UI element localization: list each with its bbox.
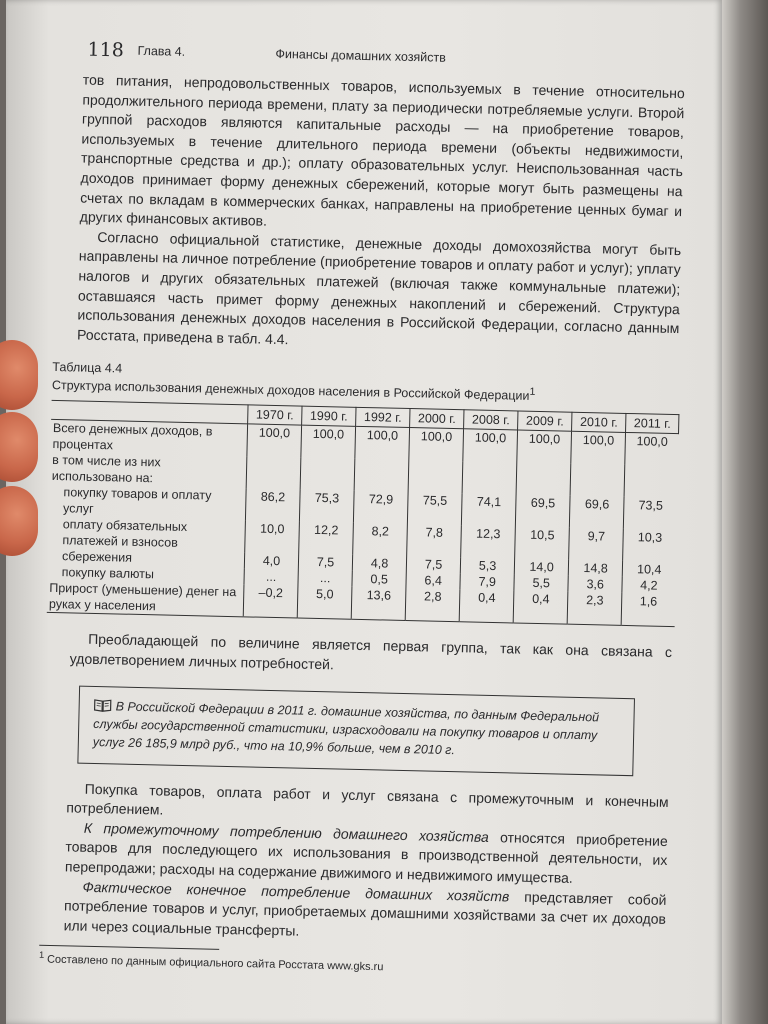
table-cell: 7,8 bbox=[407, 524, 462, 557]
table-cell: 14,8 bbox=[568, 560, 622, 577]
fingers bbox=[0, 340, 40, 570]
table-cell bbox=[354, 459, 409, 492]
row-label: Всего денежных доходов, в процентах bbox=[52, 421, 213, 453]
year-header: 2000 г. bbox=[410, 409, 464, 429]
table-cell: 4,8 bbox=[352, 555, 406, 572]
table-cell: 10,3 bbox=[623, 529, 676, 562]
year-header: 2008 г. bbox=[464, 410, 518, 430]
table-cell: 7,5 bbox=[406, 556, 460, 573]
table-cell: 1,6 bbox=[621, 593, 675, 627]
table-cell: 72,9 bbox=[353, 491, 408, 524]
table-cell: ... bbox=[244, 569, 298, 586]
year-header: 1990 г. bbox=[302, 407, 356, 427]
table-cell: 69,5 bbox=[515, 495, 570, 528]
table-cell: 0,5 bbox=[352, 571, 406, 588]
footnote-rule bbox=[39, 945, 219, 950]
table-cell: 10,5 bbox=[515, 527, 570, 560]
table-cell: 12,2 bbox=[299, 522, 354, 555]
row-label: оплату обязательных платежей и взносов bbox=[62, 517, 188, 551]
income-structure-table bbox=[47, 400, 680, 627]
table-cell bbox=[516, 463, 571, 496]
paragraph-1: тов питания, непродовольственных товаров, используемых в течение относительно продолжительного периода времени, плату за периодически потребляемые услуги. Второй группой расходов являются капитальные расходы — на приобретение товаров, используемых в течение длительного периода времени (объекты недвижимости, транспортные средства и др.); оплату образовательных услуг. Неиспользованная часть доходов принимает форму денежных сбережений, которые могут быть размещены на счетах по вкладам в коммерческих банках, направлены на приобретение ценных бумаг и других финансовых активов. bbox=[79, 71, 685, 229]
table-cell: 5,0 bbox=[297, 586, 352, 620]
row-label: в том числе из них использовано на: bbox=[51, 453, 161, 486]
year-header: 1970 г. bbox=[248, 405, 302, 425]
year-header: 2010 г. bbox=[572, 413, 626, 433]
table-cell: 100,0 bbox=[571, 432, 626, 466]
table-cell: 9,7 bbox=[569, 528, 624, 561]
table-cell: 7,9 bbox=[460, 574, 514, 591]
term-final-consumption: Фактическое конечное потребление домашних хозяйств bbox=[82, 878, 510, 905]
table-cell: 3,6 bbox=[568, 576, 622, 593]
table-cell: 100,0 bbox=[625, 433, 679, 467]
row-label: Прирост (уменьшение) денег на руках у населения bbox=[47, 580, 244, 617]
finger bbox=[0, 412, 38, 482]
table-cell: 100,0 bbox=[247, 424, 302, 458]
table-number: Таблица 4.4 bbox=[52, 360, 123, 376]
row-label: сбережения bbox=[61, 549, 133, 566]
table-cell: –0,2 bbox=[243, 585, 298, 619]
table-cell: 0,4 bbox=[513, 591, 568, 625]
table-cell: ... bbox=[298, 570, 352, 587]
table-cell bbox=[570, 464, 625, 497]
year-header: 2011 г. bbox=[626, 414, 679, 434]
row-label: покупку товаров и оплату услуг bbox=[62, 485, 212, 517]
table-cell bbox=[408, 460, 463, 493]
table-title: Структура использования денежных доходов населения в Российской Федерации bbox=[51, 378, 530, 404]
table-cell: 73,5 bbox=[624, 497, 677, 530]
table-cell: 2,8 bbox=[405, 588, 460, 622]
table-cell: 14,0 bbox=[514, 559, 568, 576]
table-cell: 100,0 bbox=[355, 427, 410, 461]
table-cell: 10,4 bbox=[622, 561, 675, 578]
table-cell: 4,2 bbox=[622, 577, 675, 594]
table-cell: 4,0 bbox=[244, 553, 298, 570]
table-cell: 6,4 bbox=[406, 572, 460, 589]
page-number: 118 bbox=[87, 38, 125, 62]
table-cell: 100,0 bbox=[301, 426, 356, 460]
paragraph-4: Покупка товаров, оплата работ и услуг связана с промежуточным и конечным потреблением. bbox=[66, 780, 669, 818]
table-cell bbox=[300, 458, 355, 491]
year-header: 1992 г. bbox=[356, 408, 410, 428]
finger bbox=[0, 486, 38, 556]
table-cell: 75,3 bbox=[299, 490, 354, 523]
footnote-ref: 1 bbox=[529, 387, 536, 399]
table-cell: 7,5 bbox=[298, 554, 352, 571]
table-cell: 12,3 bbox=[461, 526, 516, 559]
note-box bbox=[77, 685, 635, 776]
paragraph-2: Согласно официальной статистике, денежные доходы домохозяйства могут быть направлены на личное потребление (приобретение товаров и оплату работ и услуг); уплату налогов и других обязательных платежей (включая также коммунальные платежи); оставшаяся часть примет форму денежных накоплений и сбережений. Структура использования денежных доходов населения в Российской Федерации, согласно данным Росстата, приведена в табл. 4.4. bbox=[76, 228, 682, 347]
table-cell: 86,2 bbox=[245, 489, 300, 522]
book-icon bbox=[94, 698, 112, 712]
table-cell: 8,2 bbox=[353, 523, 408, 556]
table-cell: 100,0 bbox=[409, 428, 464, 462]
footnote-text: Составлено по данным официального сайта Росстата www.gks.ru bbox=[46, 954, 384, 974]
table-cell bbox=[246, 457, 301, 490]
table-cell: 100,0 bbox=[463, 429, 518, 463]
note-text: В Российской Федерации в 2011 г. домашние хозяйства, по данным Федеральной службы государственной статистики, израсходовали на покупку товаров и оплату услуг 26 185,9 млрд руб., что на 10,9% больше, чем в 2010 г. bbox=[92, 699, 600, 757]
table-cell: 2,3 bbox=[567, 592, 622, 626]
table-cell: 5,3 bbox=[460, 558, 514, 575]
term-intermediate-consumption: К промежуточному потреблению домашнего хозяйства bbox=[83, 819, 489, 845]
table-cell: 0,4 bbox=[459, 590, 514, 624]
chapter-label: Глава 4. bbox=[137, 43, 186, 59]
table-cell: 10,0 bbox=[245, 521, 300, 554]
page-content bbox=[39, 30, 700, 980]
row-label: покупку валюты bbox=[61, 565, 155, 582]
table-cell: 74,1 bbox=[461, 494, 516, 527]
paragraph-5-text: относятся приобретение товаров для последующего их использования в производственной деятельности, их перепродажи; расходы на содержание движимого и недвижимого имущества. bbox=[64, 828, 668, 886]
finger bbox=[0, 340, 38, 410]
adjacent-page-edge bbox=[722, 0, 768, 1024]
footnote-mark: 1 bbox=[38, 950, 45, 961]
table-cell bbox=[462, 462, 517, 495]
paragraph-3: Преобладающей по величине является первая группа, так как она связана с удовлетворением личных потребностей. bbox=[69, 631, 673, 673]
table-cell: 5,5 bbox=[514, 575, 568, 592]
table-cell: 100,0 bbox=[517, 430, 572, 464]
running-title: Финансы домашних хозяйств bbox=[275, 46, 447, 65]
table-cell: 75,5 bbox=[407, 492, 462, 525]
year-header: 2009 г. bbox=[518, 411, 572, 431]
table-cell: 69,6 bbox=[570, 496, 625, 529]
table-cell: 13,6 bbox=[351, 587, 406, 621]
paragraph-6-text: представляет собой потребление товаров и услуг, приобретаемых домашними хозяйствами за счет их доходов или через социальные трансферты. bbox=[63, 888, 667, 939]
table-cell bbox=[624, 465, 677, 498]
